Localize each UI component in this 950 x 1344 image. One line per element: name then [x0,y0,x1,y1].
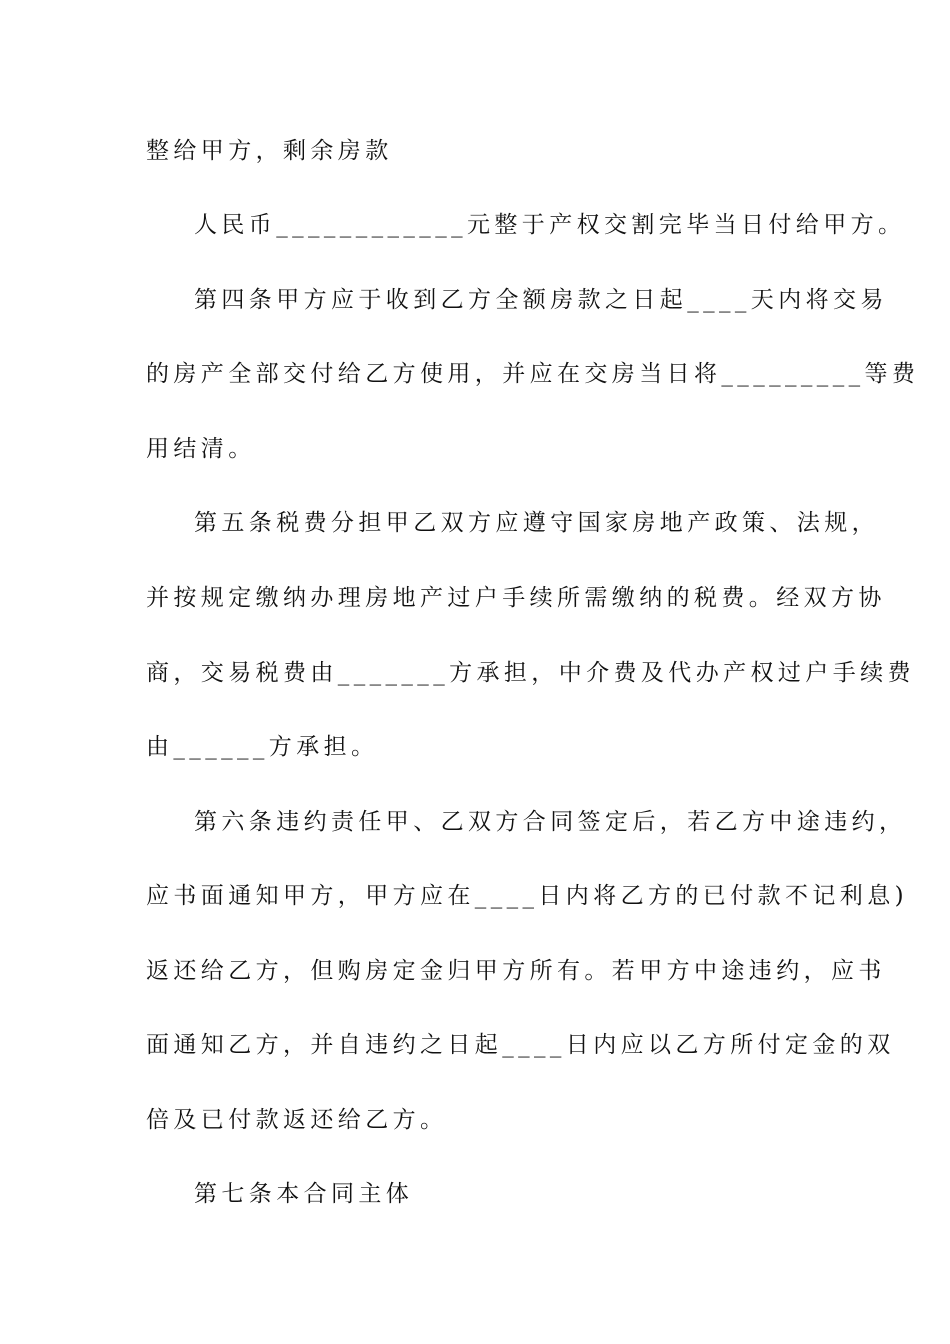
text-line: 第四条甲方应于收到乙方全额房款之日起____天内将交易 [194,287,888,313]
text-line: 第六条违约责任甲、乙双方合同签定后，若乙方中途违约， [194,809,907,835]
text-line: 第五条税费分担甲乙双方应遵守国家房地产政策、法规， [194,510,879,536]
text-line: 用结清。 [146,436,256,462]
text-line: 的房产全部交付给乙方使用，并应在交房当日将_________等费 [146,361,920,387]
text-line: 由______方承担。 [146,734,379,760]
text-line: 应书面通知甲方，甲方应在____日内将乙方的已付款不记利息) [146,883,908,909]
text-line: 第七条本合同主体 [194,1181,414,1207]
text-line: 整给甲方，剩余房款 [146,138,393,164]
text-line: 面通知乙方，并自违约之日起____日内应以乙方所付定金的双 [146,1032,895,1058]
text-line: 返还给乙方，但购房定金归甲方所有。若甲方中途违约，应书 [146,958,886,984]
text-line: 商，交易税费由_______方承担，中介费及代办产权过户手续费 [146,660,915,686]
text-line: 倍及已付款返还给乙方。 [146,1107,448,1133]
text-line: 人民币____________元整于产权交割完毕当日付给甲方。 [194,212,906,238]
text-line: 并按规定缴纳办理房地产过户手续所需缴纳的税费。经双方协 [146,585,886,611]
